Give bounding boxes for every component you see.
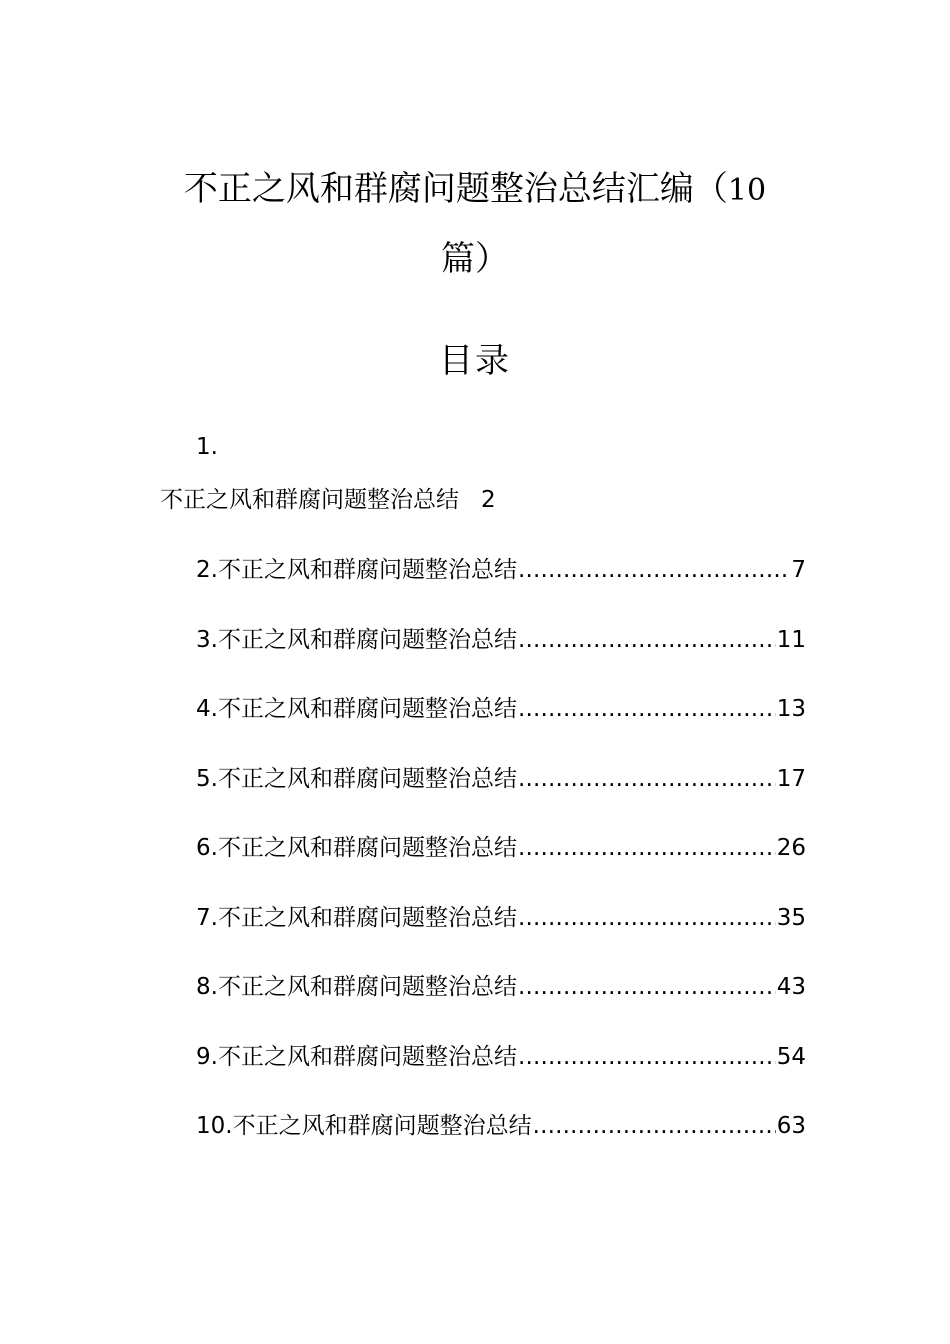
toc-dot-leader	[518, 1043, 776, 1071]
toc-dot-leader	[518, 834, 776, 862]
toc-entry-page: 35	[776, 904, 806, 931]
toc-entry-1-number[interactable]: 1.	[196, 434, 218, 460]
toc-entry-label: 9.不正之风和群腐问题整治总结	[196, 1043, 517, 1070]
toc-entry-3[interactable]	[196, 626, 806, 696]
toc-entry-8[interactable]	[196, 973, 806, 1043]
toc-entry-page: 63	[776, 1113, 806, 1139]
toc-entry-label: 10.不正之风和群腐问题整治总结	[196, 1113, 532, 1139]
toc-entry-page: 17	[776, 765, 806, 792]
toc-entry-5[interactable]	[196, 765, 806, 835]
toc-entry-page: 2	[481, 487, 496, 513]
toc-entry-label: 2.不正之风和群腐问题整治总结	[196, 557, 517, 583]
toc-entry-page: 54	[776, 1043, 806, 1070]
toc-entry-label: 5.不正之风和群腐问题整治总结	[196, 765, 517, 792]
toc-dot-leader	[518, 973, 776, 1001]
toc-entry-page: 7	[791, 557, 806, 583]
toc-dot-leader	[533, 1112, 776, 1140]
toc-dot-leader	[518, 765, 776, 793]
toc-entry-label: 4.不正之风和群腐问题整治总结	[196, 696, 517, 722]
toc-entry-page: 11	[776, 626, 806, 653]
toc-entry-label: 7.不正之风和群腐问题整治总结	[196, 904, 517, 931]
toc-dot-leader	[518, 904, 776, 932]
toc-entry-9[interactable]	[196, 1043, 806, 1113]
toc-entry-7[interactable]	[196, 904, 806, 974]
toc-entry-page: 43	[776, 974, 806, 1000]
toc-heading: 目录	[439, 341, 511, 381]
toc-dot-leader	[518, 626, 776, 654]
toc-entry-2[interactable]	[196, 556, 806, 626]
toc-entry-label: 8.不正之风和群腐问题整治总结	[196, 974, 517, 1000]
table-of-contents	[196, 556, 806, 1182]
toc-dot-leader	[518, 695, 776, 723]
toc-entry-page: 26	[776, 835, 806, 861]
document-title-count: 10	[727, 173, 767, 208]
document-title-text: 不正之风和群腐问题整治总结汇编（	[183, 169, 728, 209]
toc-entry-page: 13	[776, 696, 806, 722]
toc-entry-label: 3.不正之风和群腐问题整治总结	[196, 626, 517, 653]
document-title-line-1	[160, 169, 790, 209]
toc-entry-6[interactable]	[196, 834, 806, 904]
toc-entry-1[interactable]	[160, 487, 496, 513]
toc-dot-leader	[518, 556, 790, 584]
toc-entry-10[interactable]	[196, 1112, 806, 1182]
toc-entry-label: 6.不正之风和群腐问题整治总结	[196, 835, 517, 861]
toc-entry-label: 不正之风和群腐问题整治总结	[160, 487, 459, 513]
toc-entry-4[interactable]	[196, 695, 806, 765]
document-title-line-2: 篇）	[441, 239, 509, 279]
